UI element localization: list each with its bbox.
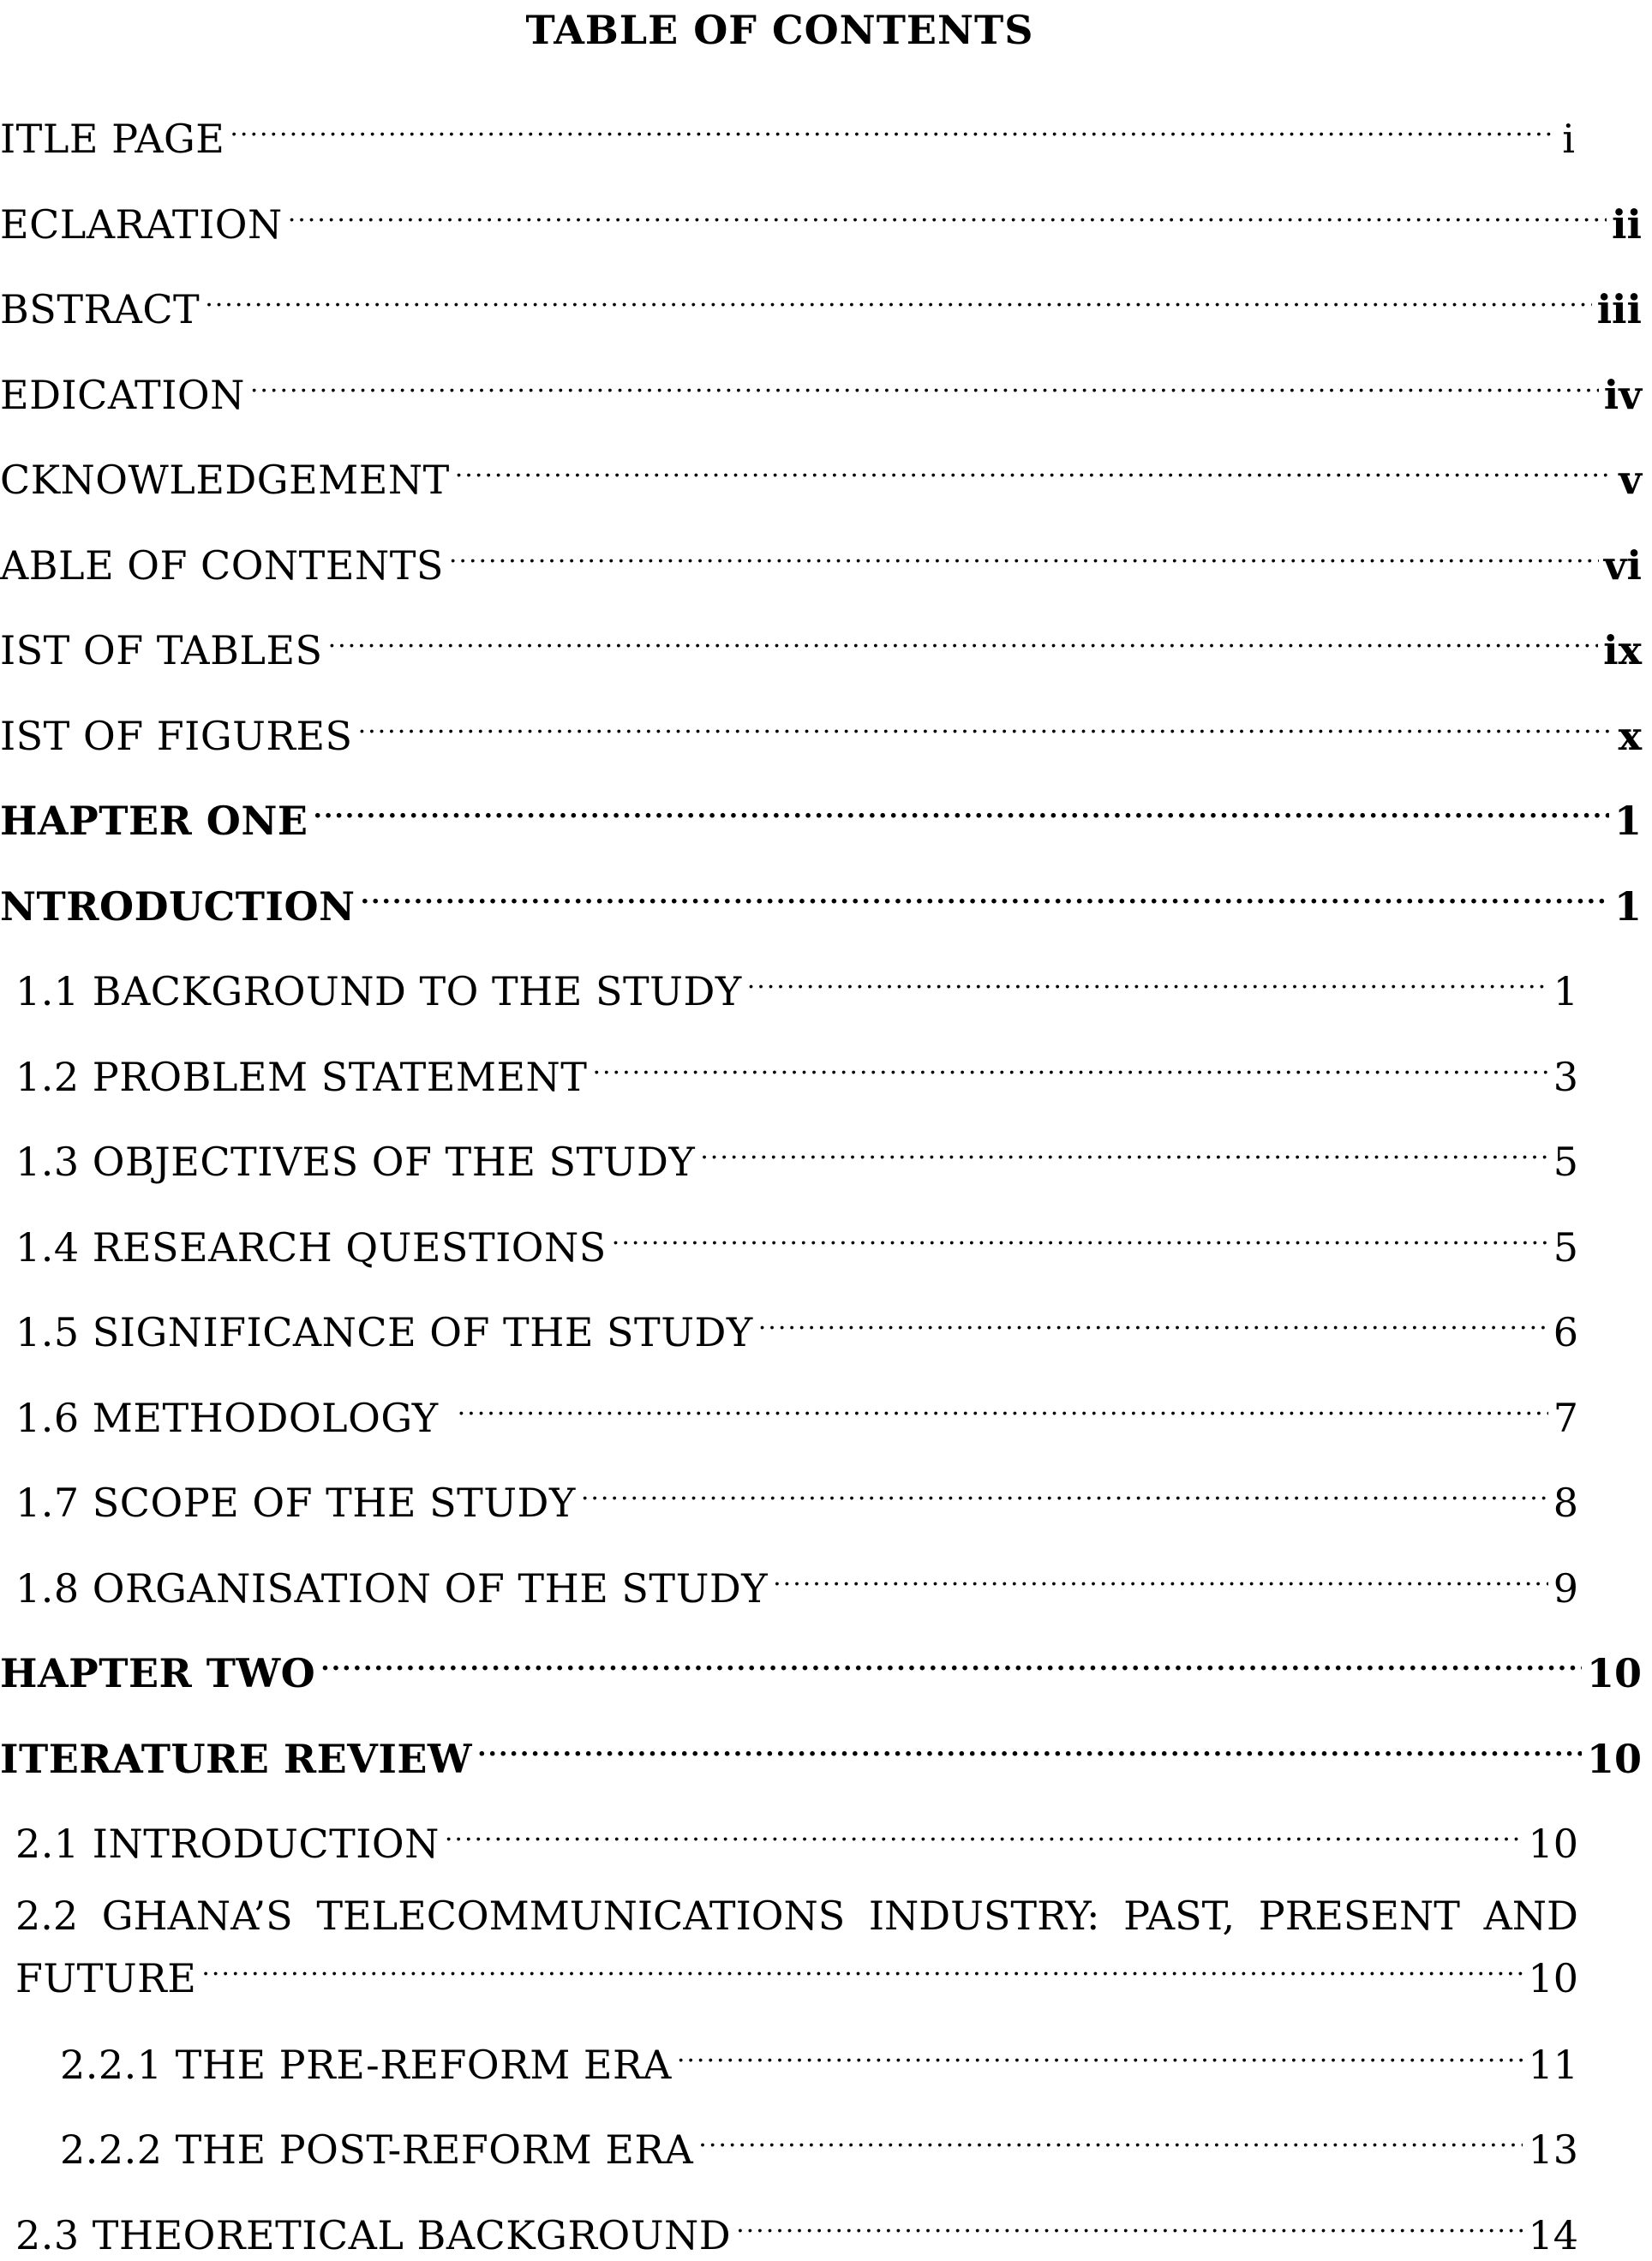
toc-entry-page: iii	[1596, 286, 1642, 332]
toc-entry-1-4[interactable]	[15, 1210, 1578, 1271]
dot-leader	[361, 869, 1609, 920]
toc-entry-page: 1	[1553, 968, 1578, 1014]
toc-entry-label: 1.5 SIGNIFICANCE OF THE STUDY	[15, 1309, 753, 1355]
dot-leader	[736, 2198, 1523, 2249]
toc-entry-page: 10	[1528, 1821, 1578, 1867]
dot-leader	[698, 2112, 1523, 2163]
dot-leader	[773, 1551, 1548, 1602]
toc-entry-label: 1.3 OBJECTIVES OF THE STUDY	[15, 1139, 696, 1185]
dot-leader	[320, 1636, 1582, 1687]
dot-leader	[700, 1124, 1547, 1175]
toc-entry-2-2-2[interactable]	[60, 2112, 1578, 2173]
toc-entry-1-7[interactable]	[15, 1465, 1578, 1526]
toc-entry-label: NTRODUCTION	[0, 883, 356, 930]
toc-entry-page: 7	[1553, 1395, 1578, 1441]
toc-entry-declaration[interactable]	[0, 187, 1642, 248]
toc-entry-label: IST OF TABLES	[0, 627, 323, 673]
toc-entry-label: 2.2.1 THE PRE-REFORM ERA	[60, 2042, 672, 2088]
dot-leader	[758, 1295, 1548, 1346]
dot-leader	[358, 698, 1613, 750]
toc-entry-label: 1.8 ORGANISATION OF THE STUDY	[15, 1565, 769, 1612]
dot-leader	[612, 1210, 1548, 1261]
word: TELECOMMUNICATIONS	[316, 1893, 846, 1939]
toc-entry-label: IST OF FIGURES	[0, 713, 353, 759]
toc-entry-page: 10	[1586, 1736, 1642, 1782]
toc-entry-page: ii	[1612, 201, 1642, 248]
dot-leader	[477, 1721, 1582, 1773]
toc-entry-label: 1.7 SCOPE OF THE STUDY	[15, 1480, 576, 1526]
dot-leader	[458, 1380, 1548, 1432]
toc-entry-label: EDICATION	[0, 372, 245, 418]
toc-entry-abstract[interactable]	[0, 272, 1642, 332]
toc-entry-1-8[interactable]	[15, 1551, 1578, 1612]
toc-entry-label: CKNOWLEDGEMENT	[0, 457, 450, 503]
toc-entry-label: 2.1 INTRODUCTION	[15, 1821, 440, 1867]
toc-entry-page: 6	[1553, 1309, 1578, 1355]
page-title: TABLE OF CONTENTS	[525, 7, 1034, 53]
toc-entry-page: 14	[1528, 2212, 1578, 2258]
toc-entry-label: 2.3 THEORETICAL BACKGROUND	[15, 2212, 732, 2258]
toc-entry-label: HAPTER ONE	[0, 798, 308, 844]
toc-entry-label: 1.2 PROBLEM STATEMENT	[15, 1054, 588, 1100]
toc-entry-label: FUTURE	[15, 1955, 197, 2001]
toc-entry-page: 5	[1553, 1139, 1578, 1185]
toc-entry-1-1[interactable]	[15, 954, 1578, 1014]
word: GHANA’S	[101, 1893, 293, 1939]
dot-leader	[230, 101, 1557, 153]
toc-entry-label: ABLE OF CONTENTS	[0, 542, 444, 589]
word: PRESENT	[1258, 1893, 1460, 1939]
toc-entry-label: 1.4 RESEARCH QUESTIONS	[15, 1224, 607, 1271]
toc-entry-1-6[interactable]	[15, 1380, 1578, 1441]
toc-entry-page: 1	[1613, 798, 1642, 844]
dot-leader	[201, 1941, 1523, 1992]
toc-entry-page: 11	[1528, 2042, 1578, 2088]
toc-entry-page: 13	[1528, 2126, 1578, 2173]
toc-entry-2-2-1[interactable]	[60, 2027, 1578, 2088]
toc-entry-2-2[interactable]	[15, 1891, 1578, 2001]
toc-entry-dedication[interactable]	[0, 357, 1642, 418]
toc-entry-literature-review[interactable]	[0, 1721, 1642, 1782]
dot-leader	[449, 528, 1599, 579]
dot-leader	[747, 954, 1548, 1005]
toc-entry-2-1[interactable]	[15, 1806, 1578, 1867]
dot-leader	[581, 1465, 1548, 1516]
toc-entry-list-of-tables[interactable]	[0, 613, 1642, 673]
toc-entry-label: ITERATURE REVIEW	[0, 1736, 473, 1782]
dot-leader	[445, 1806, 1523, 1857]
toc-entry-label-line-1	[15, 1891, 1578, 1941]
dot-leader	[592, 1039, 1547, 1091]
toc-entry-page: vi	[1603, 542, 1642, 589]
toc-entry-label: 2.2.2 THE POST-REFORM ERA	[60, 2126, 694, 2173]
toc-entry-page: 9	[1553, 1565, 1578, 1612]
toc-entry-label: HAPTER TWO	[0, 1650, 316, 1696]
toc-entry-label-line-2	[15, 1941, 1578, 2001]
word: AND	[1483, 1893, 1578, 1939]
toc-entry-2-3[interactable]	[15, 2198, 1578, 2258]
dot-leader	[205, 272, 1591, 323]
word: INDUSTRY:	[868, 1893, 1100, 1939]
toc-entry-page: i	[1562, 116, 1575, 162]
dot-leader	[455, 442, 1614, 493]
toc-entry-page: 10	[1586, 1650, 1642, 1696]
toc-entry-page: x	[1618, 713, 1642, 759]
toc-entry-page: 10	[1528, 1955, 1578, 2001]
toc-entry-label: ECLARATION	[0, 201, 283, 248]
toc-entry-page: iv	[1603, 372, 1642, 418]
toc-entry-page: ix	[1603, 627, 1642, 673]
toc-entry-page: 5	[1553, 1224, 1578, 1271]
toc-entry-label: 1.1 BACKGROUND TO THE STUDY	[15, 968, 742, 1014]
toc-entry-label: 1.6 METHODOLOGY	[15, 1395, 439, 1441]
dot-leader	[313, 783, 1609, 834]
toc-entry-table-of-contents[interactable]	[0, 528, 1642, 589]
toc-entry-acknowledgement[interactable]	[0, 442, 1642, 503]
toc-entry-page: 3	[1553, 1054, 1578, 1100]
toc-entry-chapter-two[interactable]	[0, 1636, 1642, 1696]
toc-entry-list-of-figures[interactable]	[0, 698, 1642, 759]
toc-entry-title-page[interactable]	[0, 101, 1642, 162]
dot-leader	[328, 613, 1599, 664]
toc-entry-page: 1	[1613, 883, 1642, 930]
toc-entry-label: BSTRACT	[0, 286, 201, 332]
toc-entry-page: v	[1619, 457, 1642, 503]
toc-entry-page: 8	[1553, 1480, 1578, 1526]
toc-entry-label: ITLE PAGE	[0, 116, 225, 162]
toc-entry-1-5[interactable]	[15, 1295, 1578, 1355]
toc-entry-1-2[interactable]	[15, 1039, 1578, 1100]
dot-leader	[677, 2027, 1523, 2079]
dot-leader	[288, 187, 1607, 238]
word: PAST,	[1123, 1893, 1236, 1939]
toc-entry-1-3[interactable]	[15, 1124, 1578, 1185]
dot-leader	[250, 357, 1599, 409]
word: 2.2	[15, 1893, 79, 1939]
toc-entry-chapter-one[interactable]	[0, 783, 1642, 844]
toc-entry-introduction[interactable]	[0, 869, 1642, 930]
